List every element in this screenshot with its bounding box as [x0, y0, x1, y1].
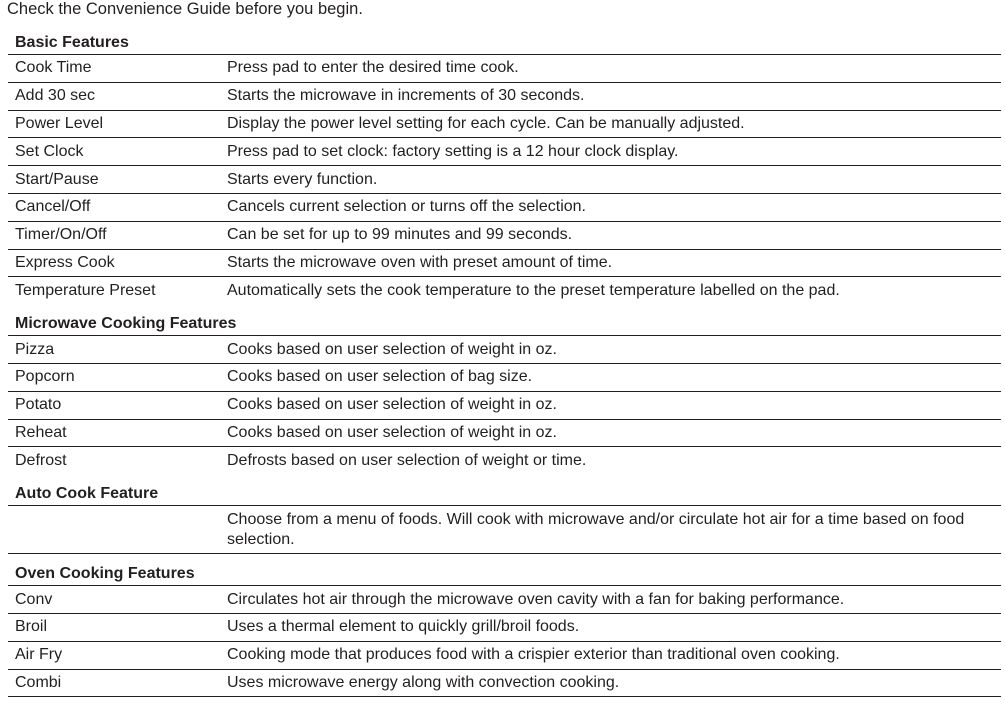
table-row [8, 447, 1001, 474]
table-row [8, 586, 1001, 614]
features-table [8, 31, 1001, 697]
feature-name: Cancel/Off [15, 198, 91, 216]
table-row [8, 614, 1001, 642]
feature-name: Temperature Preset [15, 281, 156, 299]
feature-description: Cooks based on user selection of bag size. [227, 368, 533, 386]
section-title-basic-features: Basic Features [8, 31, 1001, 55]
table-row [8, 642, 1001, 670]
feature-description: Starts every function. [227, 170, 378, 188]
table-row [8, 250, 1001, 278]
table-row [8, 138, 1001, 166]
feature-description: Cooking mode that produces food with a crispier exterior than traditional oven cooking. [227, 646, 840, 664]
table-row [8, 420, 1001, 448]
table-row [8, 670, 1001, 698]
feature-description: Starts the microwave oven with preset amount of time. [227, 253, 613, 271]
table-row [8, 194, 1001, 222]
feature-name: Air Fry [15, 646, 63, 664]
feature-description: Circulates hot air through the microwave oven cavity with a fan for baking performance. [227, 590, 845, 608]
feature-description: Press pad to set clock: factory setting is a 12 hour clock display. [227, 142, 679, 160]
feature-name: Combi [15, 673, 62, 691]
feature-name: Reheat [15, 423, 67, 441]
feature-name: Power Level [15, 114, 104, 132]
feature-description: Cancels current selection or turns off the selection. [227, 198, 586, 216]
table-row [8, 336, 1001, 364]
feature-description: Defrosts based on user selection of weight or time. [227, 451, 587, 469]
feature-description: Cooks based on user selection of weight in oz. [227, 423, 557, 441]
feature-name: Set Clock [15, 142, 84, 160]
feature-name: Popcorn [15, 368, 75, 386]
feature-description: Uses a thermal element to quickly grill/broil foods. [227, 618, 580, 636]
feature-description: Can be set for up to 99 minutes and 99 seconds. [227, 226, 573, 244]
table-row [8, 83, 1001, 111]
feature-description: Press pad to enter the desired time cook. [227, 59, 519, 77]
feature-description: Choose from a menu of foods. Will cook with microwave and/or circulate hot air for a time based on food selection. [227, 511, 965, 549]
feature-name: Timer/On/Off [15, 226, 107, 244]
table-row [8, 506, 1001, 554]
feature-name: Start/Pause [15, 170, 99, 188]
table-row [8, 277, 1001, 304]
feature-description: Display the power level setting for each cycle. Can be manually adjusted. [227, 114, 745, 132]
table-row [8, 222, 1001, 250]
table-row [8, 392, 1001, 420]
feature-name: Broil [15, 618, 48, 636]
feature-name: Express Cook [15, 253, 115, 271]
feature-name: Conv [15, 590, 53, 608]
feature-name: Cook Time [15, 59, 92, 77]
intro-text: Check the Convenience Guide before you begin. [7, 0, 363, 18]
feature-description: Cooks based on user selection of weight in oz. [227, 396, 557, 414]
feature-description: Uses microwave energy along with convection cooking. [227, 673, 620, 691]
feature-name: Add 30 sec [15, 87, 96, 105]
table-row [8, 55, 1001, 83]
feature-description: Automatically sets the cook temperature to the preset temperature labelled on the pad. [227, 281, 840, 299]
table-row [8, 166, 1001, 194]
feature-name: Pizza [15, 340, 55, 358]
feature-name: Potato [15, 396, 62, 414]
table-row [8, 364, 1001, 392]
feature-description: Starts the microwave in increments of 30 seconds. [227, 87, 585, 105]
section-title-auto-cook-feature: Auto Cook Feature [8, 479, 1001, 506]
table-row [8, 111, 1001, 139]
feature-description: Cooks based on user selection of weight in oz. [227, 340, 557, 358]
section-title-oven-cooking-features: Oven Cooking Features [8, 559, 1001, 586]
section-title-microwave-cooking-features: Microwave Cooking Features [8, 309, 1001, 336]
feature-name: Defrost [15, 451, 67, 469]
